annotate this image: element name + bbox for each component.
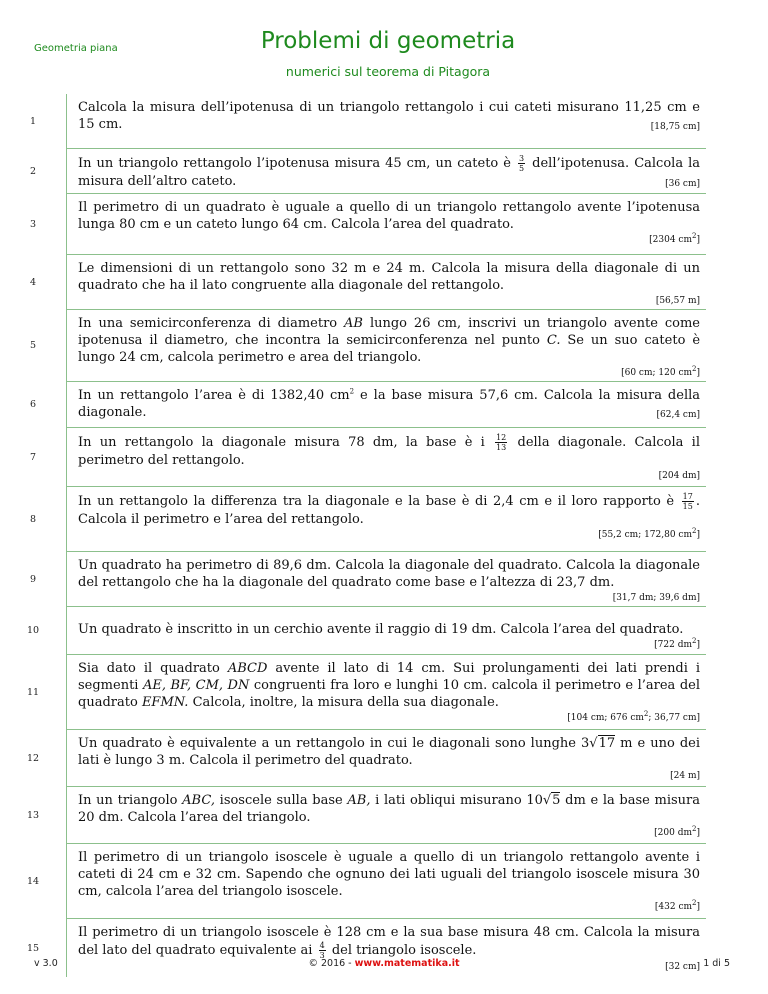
problem-number: 9 (0, 552, 67, 606)
problem-answer: [204 dm] (658, 471, 700, 481)
problem-number: 7 (0, 428, 67, 486)
problem-row (29, 382, 706, 428)
problem-row (29, 552, 706, 607)
page-subtitle: numerici sul teorema di Pitagora (285, 64, 491, 79)
problem-row (29, 149, 706, 194)
problem-number: 10 (0, 607, 67, 654)
problem-row (29, 310, 706, 382)
problem-text: Sia dato il quadrato ABCD avente il lato di 14 cm. Sui prolungamenti dei lati prendi i segmenti AE, BF, CM, DN congruenti fra loro e lunghi 10 cm. calcola il perimetro e l’area del quadrato EFMN. Calcola, inoltre, la misura della sua diagonale. (78, 661, 701, 710)
problem-text: Un quadrato è inscritto in un cerchio avente il raggio di 19 dm. Calcola l’area del quadrato. (78, 622, 684, 637)
version-label: v 3.0 (34, 958, 58, 969)
fraction: $\frac{17}{15}$ (682, 492, 693, 511)
site-link[interactable]: www.matematika.it (354, 958, 460, 969)
problem-answer: [31,7 dm; 39,6 dm] (612, 593, 700, 603)
problem-text: Un quadrato ha perimetro di 89,6 dm. Calcola la diagonale del quadrato. Calcola la diagonale del rettangolo che ha la diagonale del quadrato come base e l’altezza di 23,7 dm. (78, 558, 700, 590)
problem-text: Un quadrato è equivalente a un rettangolo in cui le diagonali sono lunghe 3√17 m e uno dei lati è lungo 3 m. Calcola il perimetro del quadrato. (78, 736, 700, 768)
problem-answer: [62,4 cm] (656, 410, 700, 420)
problem-number: 6 (0, 382, 67, 427)
problem-text: Il perimetro di un triangolo isoscele è uguale a quello di un triangolo rettangolo avente i cateti di 24 cm e 32 cm. Sapendo che ognuno dei lati uguali del triangolo isoscele misura 30 cm, calcola l’area del triangolo isoscele. (78, 850, 700, 899)
problem-answer: [36 cm] (665, 179, 700, 189)
problem-answer: [200 $dm^2$] (654, 825, 700, 838)
problem-number: 4 (0, 255, 67, 309)
problem-text: Calcola la misura dell’ipotenusa di un triangolo rettangolo i cui cateti misurano 11,25 cm e 15 cm. [18,75 cm] (66, 94, 706, 135)
problem-text: In un triangolo ABC, isoscele sulla base AB, i lati obliqui misurano 10√5 dm e la base misura 20 dm. Calcola l’area del triangolo. (78, 793, 701, 825)
problem-answer: [432 $cm^2$] (654, 899, 700, 912)
problem-number: 8 (0, 487, 67, 551)
problem-number: 5 (0, 310, 67, 381)
problem-row (29, 255, 706, 310)
problem-text: Il perimetro di un triangolo isoscele è 128 cm e la sua base misura 48 cm. Calcola la misura del lato del quadrato equivalente ai $\frac{4}{3}$ del triangolo isoscele. (78, 925, 700, 960)
problem-row (26, 655, 706, 730)
problem-answer: [24 m] (670, 771, 700, 781)
problem-text: Le dimensioni di un rettangolo sono 32 m e 24 m. Calcola la misura della diagonale di un quadrato che ha il lato congruente alla diagonale del rettangolo. (78, 261, 700, 293)
problem-number: 12 (0, 730, 67, 786)
fraction: $\frac{12}{13}$ (496, 433, 507, 452)
problem-row (29, 194, 706, 255)
problem-row (29, 94, 706, 149)
problem-number: 15 (0, 919, 67, 977)
problem-number: 14 (0, 844, 67, 918)
problem-answer: [104 cm; 676 $cm^2$; 36,77 cm] (567, 710, 700, 723)
problem-number: 2 (0, 149, 67, 193)
problem-text: In un rettangolo la diagonale misura 78 dm, la base è i $\frac{12}{13}$ della diagonale. Calcola il perimetro del rettangolo. (78, 433, 700, 468)
problem-row (26, 787, 706, 844)
problem-answer: [56,57 m] (655, 296, 700, 306)
fraction: $\frac{3}{5}$ (519, 154, 525, 173)
problem-answer: [32 cm] (665, 962, 700, 972)
problem-row (26, 607, 706, 655)
problem-answer: [55,2 cm; 172,80 $cm^2$] (598, 527, 700, 540)
problem-text: In un rettangolo l’area è di 1382,40 $cm^2$ e la base misura 57,6 cm. Calcola la misura della diagonale. [62,4 cm] (66, 382, 706, 423)
fraction: $\frac{4}{3}$ (319, 941, 325, 960)
page-title: Problemi di geometria (260, 28, 516, 54)
footer-copyright: © 2016 - www.matematika.it (308, 958, 460, 969)
page-number: 1 di 5 (703, 958, 730, 969)
problem-answer: [18,75 cm] (650, 122, 700, 132)
problem-text: In una semicirconferenza di diametro AB lungo 26 cm, inscrivi un triangolo avente come ipotenusa il diametro, che incontra la semicirconferenza nel punto C. Se un suo cateto è lungo 24 cm, calcola perimetro e area del triangolo. (78, 316, 701, 365)
problem-number: 1 (0, 94, 67, 148)
problem-row (29, 487, 706, 552)
problem-answer: [2304 $cm^2$] (649, 232, 700, 245)
problem-text: In un triangolo rettangolo l’ipotenusa misura 45 cm, un cateto è $\frac{3}{5}$ dell’ipotenusa. Calcola la misura dell’altro cateto. [36 cm] (66, 149, 706, 192)
problem-row (26, 730, 706, 787)
problem-answer: [722 $dm^2$] (654, 637, 700, 650)
problem-number: 3 (0, 194, 67, 254)
problem-number: 13 (0, 787, 67, 843)
section-label: Geometria piana (34, 43, 118, 54)
problem-text: In un rettangolo la differenza tra la diagonale e la base è di 2,4 cm e il loro rapporto è $\frac{17}{15}$ . Calcola il perimetro e l’area del rettangolo. (78, 492, 700, 527)
problem-number: 11 (0, 655, 67, 729)
problem-row (29, 428, 706, 487)
problem-row (26, 844, 706, 919)
problem-answer: [60 cm; 120 $cm^2$] (621, 365, 700, 378)
problem-text: Il perimetro di un quadrato è uguale a quello di un triangolo rettangolo avente l’ipotenusa lunga 80 cm e un cateto lungo 64 cm. Calcola l’area del quadrato. (78, 200, 700, 232)
